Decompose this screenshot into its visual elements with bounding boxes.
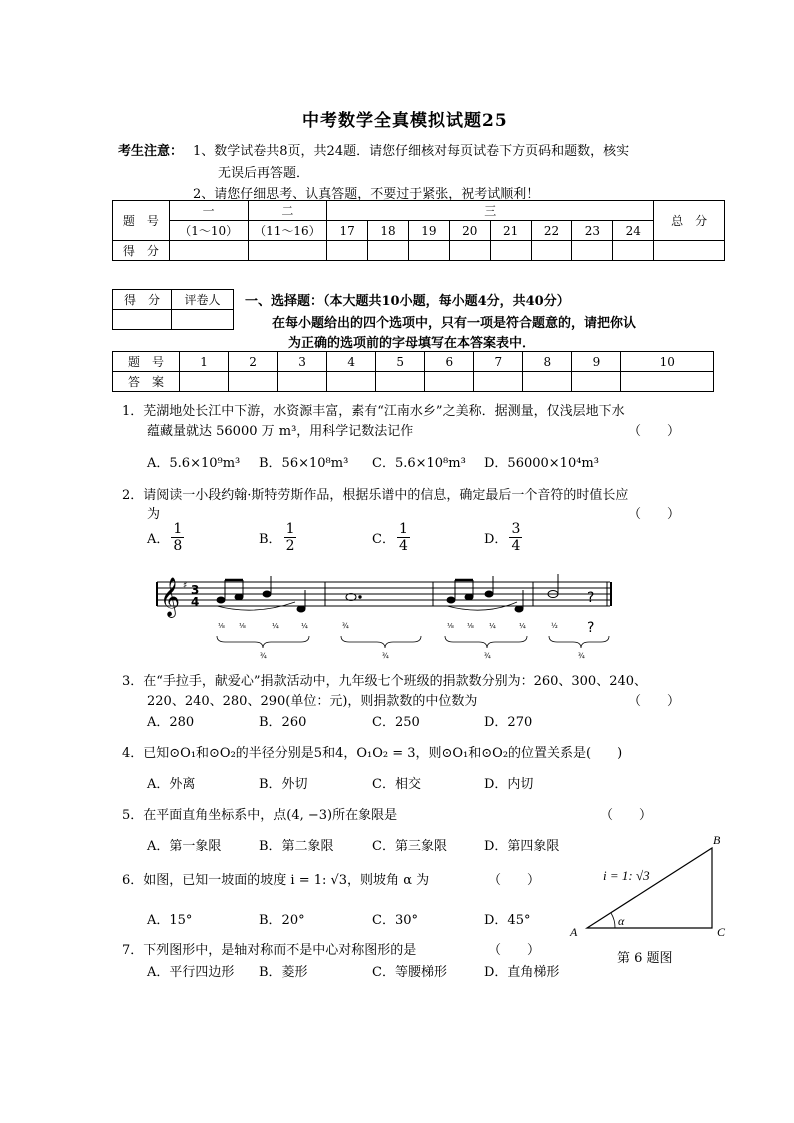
- answer-q-num: 2: [229, 352, 278, 372]
- svg-text:½: ½: [551, 622, 558, 630]
- time-signature-top: 3: [191, 583, 200, 597]
- q2-option-a-label: A．: [147, 532, 170, 547]
- q1-text-2: 蕴藏量就达 56000 万 m³，用科学记数法记作: [147, 424, 414, 439]
- score-q-num: 21: [490, 221, 531, 241]
- score-section-1: 一: [169, 201, 248, 221]
- answer-q-num: 5: [376, 352, 425, 372]
- answer-q-num: 9: [572, 352, 621, 372]
- q7-option-a[interactable]: A．平行四边形: [147, 965, 235, 980]
- score-total-header: 总 分: [654, 201, 725, 241]
- answer-q-num: 10: [621, 352, 714, 372]
- score-q-num: 17: [327, 221, 368, 241]
- q4-option-c[interactable]: C．相交: [372, 777, 421, 792]
- duration-braces: [217, 636, 609, 648]
- q2-text-2: 为: [147, 507, 161, 522]
- score-table-header: 题 号: [113, 201, 170, 241]
- q2-option-c-label: C．: [372, 532, 395, 547]
- score-q-num: 23: [572, 221, 613, 241]
- svg-text:¾: ¾: [342, 622, 349, 630]
- score-q-num: 19: [408, 221, 449, 241]
- notice-line-2: 2、请您仔细思考、认真答题，不要过于紧张，祝考试顺利！: [193, 187, 540, 202]
- q5-text: 5．在平面直角坐标系中，点(4, −3)所在象限是: [122, 808, 398, 823]
- q7-option-d[interactable]: D．直角梯形: [484, 965, 560, 980]
- q7-answer-bracket[interactable]: （ ）: [488, 943, 541, 958]
- q4-option-d[interactable]: D．内切: [484, 777, 534, 792]
- q2-text-1: 2．请阅读一小段约翰·斯特劳斯作品，根据乐谱中的信息，确定最后一个音符的时值长应: [122, 488, 629, 503]
- q3-text-2: 220、240、280、290(单位：元)，则捐款数的中位数为: [147, 694, 478, 709]
- score-q-num: 20: [449, 221, 490, 241]
- answer-cell[interactable]: [229, 372, 278, 392]
- grader-score-label: 得 分: [113, 290, 172, 310]
- angle-arc: [611, 913, 615, 928]
- angle-alpha-label: α: [618, 914, 625, 928]
- q3-answer-bracket[interactable]: （ ）: [628, 694, 681, 709]
- slope-label: i = 1: √3: [603, 868, 650, 883]
- q6-option-a[interactable]: A．15°: [147, 913, 193, 928]
- fraction: [171, 522, 184, 553]
- notice-label: 考生注意：: [118, 144, 184, 159]
- score-row-label: 得 分: [113, 241, 170, 261]
- q1-option-a[interactable]: A．5.6×10⁹m³: [147, 456, 241, 471]
- score-cell[interactable]: [449, 241, 490, 261]
- q4-option-b[interactable]: B．外切: [259, 777, 308, 792]
- grader-score-cell[interactable]: [113, 310, 172, 330]
- q3-text-1: 3．在“手拉手，献爱心”捐款活动中，九年级七个班级的捐款数分别为：260、300、240、: [122, 674, 648, 689]
- answer-cell[interactable]: [425, 372, 474, 392]
- svg-text:¾: ¾: [484, 652, 491, 660]
- answer-q-num: 4: [327, 352, 376, 372]
- score-q-num: 22: [531, 221, 572, 241]
- q7-option-b[interactable]: B．菱形: [259, 965, 308, 980]
- fraction-numerator: 1: [173, 521, 183, 537]
- svg-text:¾: ¾: [382, 652, 389, 660]
- fraction-denominator: 4: [398, 538, 408, 554]
- svg-text:¼: ¼: [272, 622, 279, 630]
- q4-text: 4．已知⊙O₁和⊙O₂的半径分别是5和4，O₁O₂ = 3，则⊙O₁和⊙O₂的位置关系是( ): [122, 746, 623, 761]
- notice-line-1b: 无误后再答题．: [218, 166, 310, 181]
- vertex-c-label: C: [717, 925, 726, 939]
- score-cell[interactable]: [169, 241, 248, 261]
- answer-cell[interactable]: [327, 372, 376, 392]
- q5-answer-bracket[interactable]: （ ）: [600, 808, 653, 823]
- svg-text:¼: ¼: [301, 622, 308, 630]
- score-cell[interactable]: [654, 241, 725, 261]
- answer-cell[interactable]: [523, 372, 572, 392]
- answer-row-label: 答 案: [113, 372, 180, 392]
- fraction: [509, 522, 522, 553]
- answer-q-num: 6: [425, 352, 474, 372]
- score-cell[interactable]: [490, 241, 531, 261]
- q1-text-1: 1．芜湖地处长江中下游，水资源丰富，素有“江南水乡”之美称．据测量，仅浅层地下水: [122, 404, 625, 419]
- section-instructions-1: 在每小题给出的四个选项中，只有一项是符合题意的，请把你认: [272, 316, 637, 331]
- q1-answer-bracket[interactable]: （ ）: [628, 424, 681, 439]
- q2-answer-bracket[interactable]: （ ）: [628, 507, 681, 522]
- score-cell[interactable]: [531, 241, 572, 261]
- q3-option-c[interactable]: C．250: [372, 715, 420, 730]
- score-cell[interactable]: [408, 241, 449, 261]
- vertex-b-label: B: [713, 833, 721, 847]
- score-range-1: （1～10）: [169, 221, 248, 241]
- figure-caption: 第 6 题图: [617, 951, 673, 966]
- answer-cell[interactable]: [180, 372, 229, 392]
- answer-cell[interactable]: [278, 372, 327, 392]
- score-cell[interactable]: [368, 241, 409, 261]
- svg-text:⅛: ⅛: [467, 622, 474, 630]
- grader-name-cell[interactable]: [172, 310, 234, 330]
- duration-fraction-labels: [218, 622, 585, 660]
- answer-cell[interactable]: [572, 372, 621, 392]
- q4-option-a[interactable]: A．外离: [147, 777, 196, 792]
- fraction-numerator: 1: [285, 521, 295, 537]
- unknown-note-mark: ?: [587, 590, 595, 606]
- score-section-2: 二: [248, 201, 327, 221]
- score-section-3: 三: [327, 201, 654, 221]
- answer-cell[interactable]: [621, 372, 714, 392]
- score-cell[interactable]: [327, 241, 368, 261]
- slope-triangle-figure: [565, 830, 740, 970]
- answer-cell[interactable]: [474, 372, 523, 392]
- fraction-denominator: 8: [173, 538, 183, 554]
- grader-label: 评卷人: [172, 290, 234, 310]
- unknown-duration-mark: ?: [587, 620, 595, 636]
- notice-line-1: 1、数学试卷共8页，共24题．请您仔细核对每页试卷下方页码和题数，核实: [193, 144, 630, 159]
- treble-clef-icon: 𝄞: [160, 577, 181, 617]
- q2-option-d[interactable]: [484, 522, 524, 553]
- answer-table: [112, 351, 714, 392]
- q5-option-b[interactable]: B．第二象限: [259, 839, 334, 854]
- time-signature-bottom: 4: [191, 595, 200, 609]
- q2-option-d-label: D．: [484, 532, 508, 547]
- score-q-num: 24: [613, 221, 654, 241]
- q2-option-b-label: B．: [259, 532, 282, 547]
- score-q-num: 18: [368, 221, 409, 241]
- fraction-numerator: 3: [511, 521, 521, 537]
- q5-option-d[interactable]: D．第四象限: [484, 839, 560, 854]
- q3-option-b[interactable]: B．260: [259, 715, 307, 730]
- q6-option-d[interactable]: D．45°: [484, 913, 531, 928]
- score-table: [112, 200, 725, 261]
- q2-option-a[interactable]: [147, 522, 186, 553]
- score-cell[interactable]: [572, 241, 613, 261]
- answer-cell[interactable]: [376, 372, 425, 392]
- section-heading: 一、选择题：（本大题共10小题，每小题4分，共40分）: [245, 294, 570, 309]
- section-instructions-2: 为正确的选项前的字母填写在本答案表中．: [288, 336, 536, 351]
- svg-text:⅛: ⅛: [447, 622, 454, 630]
- fraction: [284, 522, 297, 553]
- vertex-a-label: A: [570, 925, 578, 939]
- answer-q-num: 8: [523, 352, 572, 372]
- answer-table-header: 题 号: [113, 352, 180, 372]
- svg-text:¼: ¼: [519, 622, 526, 630]
- svg-text:¾: ¾: [260, 652, 267, 660]
- q2-option-c[interactable]: [372, 522, 412, 553]
- q6-option-c[interactable]: C．30°: [372, 913, 418, 928]
- answer-q-num: 7: [474, 352, 523, 372]
- svg-text:¼: ¼: [489, 622, 496, 630]
- q5-option-a[interactable]: A．第一象限: [147, 839, 222, 854]
- triangle-shape: [587, 848, 712, 928]
- q2-option-b[interactable]: [259, 522, 298, 553]
- score-cell[interactable]: [613, 241, 654, 261]
- svg-text:⅛: ⅛: [239, 622, 246, 630]
- answer-q-num: 3: [278, 352, 327, 372]
- q1-option-d[interactable]: D．56000×10⁴m³: [484, 456, 599, 471]
- q7-text: 7．下列图形中，是轴对称而不是中心对称图形的是: [122, 943, 417, 958]
- fraction-denominator: 4: [511, 538, 521, 554]
- music-score-figure: [155, 572, 615, 662]
- fraction-denominator: 2: [285, 538, 295, 554]
- svg-text:⅛: ⅛: [218, 622, 225, 630]
- sharp-icon: ♯: [183, 581, 188, 591]
- q3-option-a[interactable]: A．280: [147, 715, 195, 730]
- q5-option-c[interactable]: C．第三象限: [372, 839, 447, 854]
- q6-answer-bracket[interactable]: （ ）: [488, 873, 541, 888]
- fraction-numerator: 1: [398, 521, 408, 537]
- answer-q-num: 1: [180, 352, 229, 372]
- q3-option-d[interactable]: D．270: [484, 715, 533, 730]
- q6-text: 6．如图，已知一坡面的坡度 i = 1: √3，则坡角 α 为: [122, 873, 430, 888]
- svg-text:¾: ¾: [578, 652, 585, 660]
- page-title: 中考数学全真模拟试题25: [302, 111, 508, 131]
- q1-option-b[interactable]: B．56×10⁸m³: [259, 456, 349, 471]
- q6-option-b[interactable]: B．20°: [259, 913, 305, 928]
- q7-option-c[interactable]: C．等腰梯形: [372, 965, 447, 980]
- score-range-2: （11～16）: [248, 221, 327, 241]
- fraction: [397, 522, 410, 553]
- q1-option-c[interactable]: C．5.6×10⁸m³: [372, 456, 466, 471]
- score-cell[interactable]: [248, 241, 327, 261]
- grader-box: [112, 289, 234, 330]
